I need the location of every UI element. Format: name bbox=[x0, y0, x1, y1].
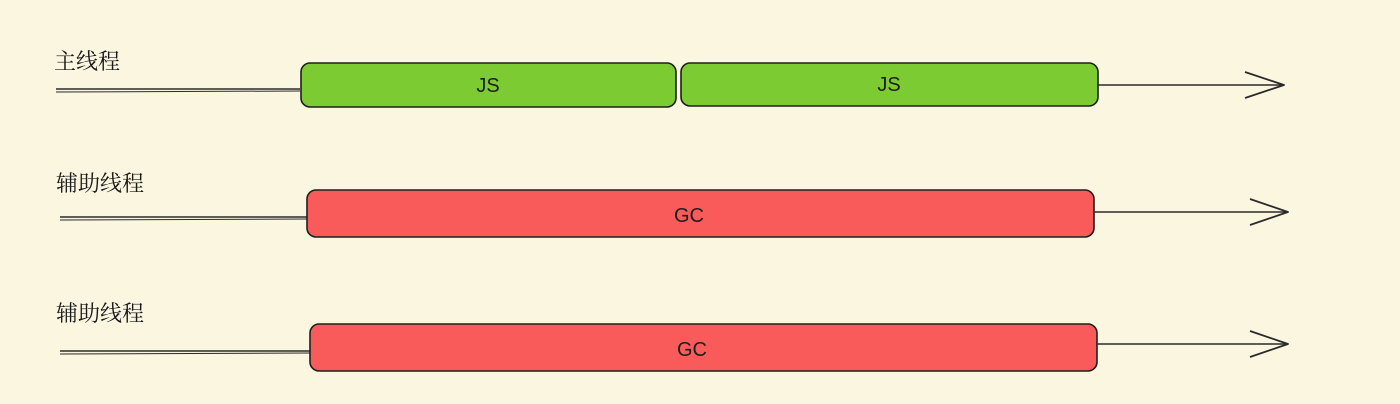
gc-block-2-label: GC bbox=[677, 339, 707, 361]
helper-thread-1-row bbox=[60, 190, 1288, 237]
helper-thread-2-row bbox=[60, 324, 1288, 371]
gc-block-1-label: GC bbox=[674, 205, 704, 227]
js-block-2-label: JS bbox=[877, 74, 901, 96]
helper-thread-2-line-in-sketch bbox=[60, 353, 310, 354]
helper-thread-1-label: 辅助线程 bbox=[56, 172, 145, 197]
helper-thread-2-label: 辅助线程 bbox=[56, 302, 145, 327]
main-thread-row bbox=[56, 63, 1284, 107]
helper-thread-1-line-in-sketch bbox=[60, 219, 307, 220]
js-block-1-label: JS bbox=[476, 75, 500, 97]
main-thread-line-in-sketch bbox=[56, 91, 300, 92]
main-thread-label: 主线程 bbox=[54, 50, 121, 75]
